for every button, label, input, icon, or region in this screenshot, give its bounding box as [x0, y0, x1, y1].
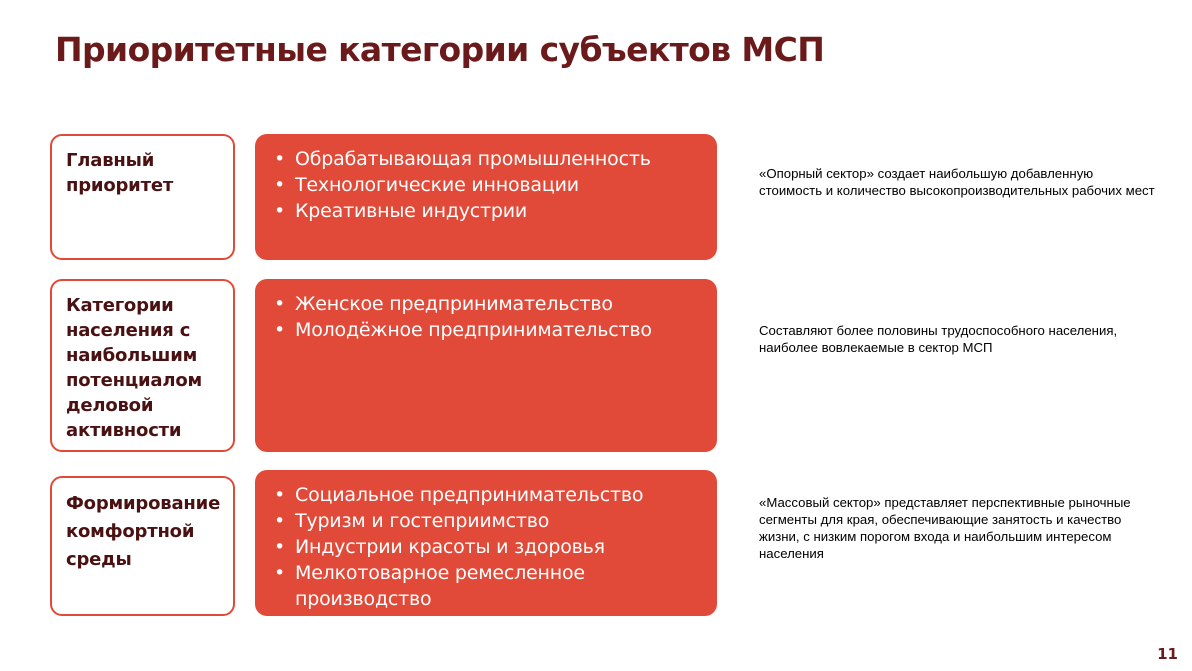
items-box-comfort-env [255, 470, 717, 616]
label-box-population [50, 279, 235, 452]
note-comfort-env: «Массовый сектор» представляет перспективные рыночные сегменты для края, обеспечивающие занятость и качество жизни, с низким порогом входа и наибольшим интересом населения [759, 495, 1131, 561]
list-item: • Креативные индустрии [273, 198, 703, 224]
list-item: • Индустрии красоты и здоровья [273, 534, 703, 560]
label-population: Категории населения с наибольшим потенциалом деловой активности [66, 295, 203, 441]
items-box-main-priority [255, 134, 717, 260]
page-number: 11 [1157, 645, 1178, 663]
list-item: • Социальное предпринимательство [273, 482, 703, 508]
label-box-comfort-env [50, 476, 235, 616]
list-item: • Туризм и гостеприимство [273, 508, 703, 534]
slide-title: Приоритетные категории субъектов МСП [55, 30, 825, 69]
items-list-comfort-env [273, 482, 703, 612]
note-main-priority: «Опорный сектор» создает наибольшую добавленную стоимость и количество высокопроизводительных рабочих мест [759, 166, 1155, 198]
list-item: • Мелкотоварное ремесленное производство [273, 560, 615, 612]
items-list-population [273, 291, 703, 343]
list-item: • Обрабатывающая промышленность [273, 146, 703, 172]
label-main-priority: Главный приоритет [66, 150, 174, 196]
label-comfort-env: Формирование комфортной среды [66, 493, 221, 570]
label-box-main-priority [50, 134, 235, 260]
items-list-main-priority [273, 146, 703, 224]
items-box-population [255, 279, 717, 452]
list-item: • Молодёжное предпринимательство [273, 317, 703, 343]
note-population: Составляют более половины трудоспособного населения, наиболее вовлекаемые в сектор МСП [759, 323, 1118, 355]
list-item: • Женское предпринимательство [273, 291, 703, 317]
list-item: • Технологические инновации [273, 172, 703, 198]
